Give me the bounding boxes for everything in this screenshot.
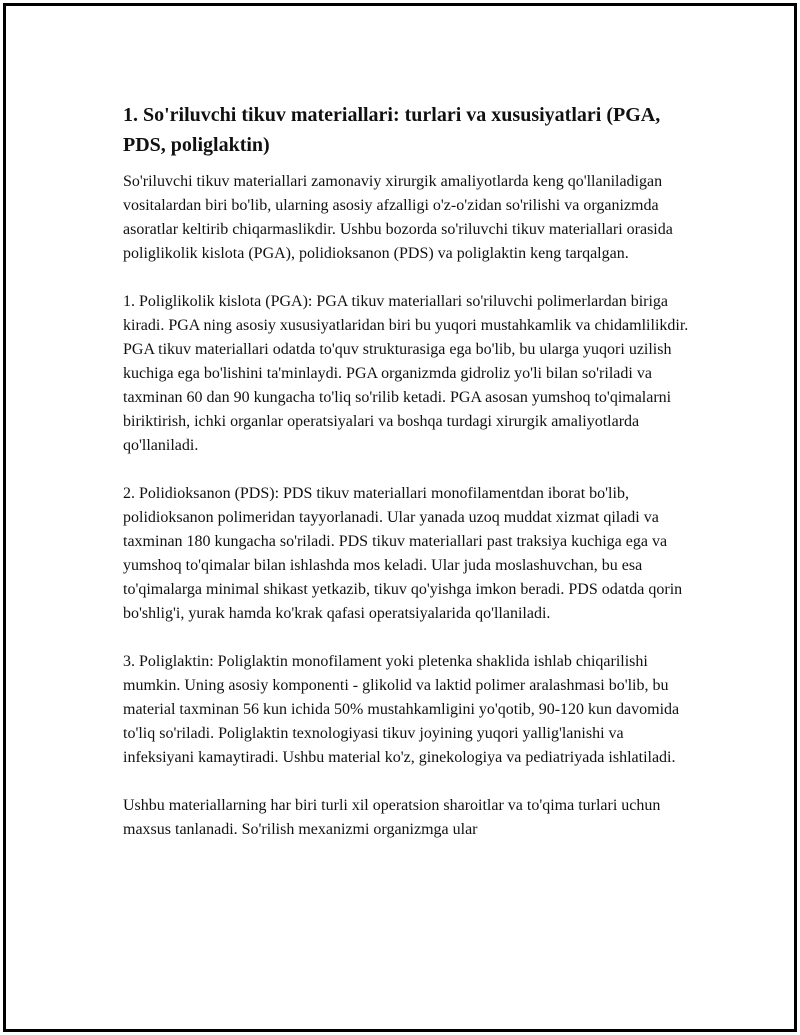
closing-paragraph: Ushbu materiallarning har biri turli xil operatsion sharoitlar va to'qima turlari uchun maxsus tanlanadi. So'rilish mexanizmi organizmga ular xyxy=(123,797,661,838)
page-frame xyxy=(3,3,797,1032)
intro-paragraph: So'riluvchi tikuv materiallari zamonaviy xirurgik amaliyotlarda keng qo'llaniladigan vositalardan biri bo'lib, ularning asosiy afzalligi o'z-o'zidan so'rilishi va organizmda asoratlar keltirib chiqarmaslikdir. Ushbu bozorda so'riluvchi tikuv materiallari orasida poliglikolik kislota (PGA), polidioksanon (PDS) va poliglaktin keng tarqalgan. xyxy=(123,173,673,262)
document-body xyxy=(123,100,693,866)
pds-paragraph: 2. Polidioksanon (PDS): PDS tikuv materiallari monofilamentdan iborat bo'lib, polidioksanon polimeridan tayyorlanadi. Ular yanada uzoq muddat xizmat qiladi va taxminan 180 kungacha so'riladi. PDS tikuv materiallari past traksiya kuchiga ega va yumshoq to'qimalar bilan ishlashda mos keladi. Ular juda moslashuvchan, bu esa to'qimalarga minimal shikast yetkazib, tikuv qo'yishga imkon beradi. PDS odatda qorin bo'shlig'i, yurak hamda ko'krak qafasi operatsiyalarida qo'llaniladi. xyxy=(123,485,683,622)
polyglactin-paragraph: 3. Poliglaktin: Poliglaktin monofilament yoki pletenka shaklida ishlab chiqarilishi mumkin. Uning asosiy komponenti - glikolid va laktid polimer aralashmasi bo'lib, bu material taxminan 56 kun ichida 50% mustahkamligini yo'qotib, 90-120 kun davomida to'liq so'riladi. Poliglaktin texnologiyasi tikuv joyining yuqori yallig'lanishi va infeksiyani kamaytiradi. Ushbu material ko'z, ginekologiya va pediatriyada ishlatiladi. xyxy=(123,653,680,766)
pga-paragraph: 1. Poliglikolik kislota (PGA): PGA tikuv materiallari so'riluvchi polimerlardan biriga kiradi. PGA ning asosiy xususiyatlaridan biri bu yuqori mustahkamlik va chidamlilikdir. PGA tikuv materiallari odatda to'quv strukturasiga ega bo'lib, bu ularga yuqori uzilish kuchiga ega bo'lishini ta'minlaydi. PGA organizmda gidroliz yo'li bilan so'riladi va taxminan 60 dan 90 kungacha to'liq so'rilib ketadi. PGA asosan yumshoq to'qimalarni biriktirish, ichki organlar operatsiyalari va boshqa turdagi xirurgik amaliyotlarda qo'llaniladi. xyxy=(123,293,689,454)
document-title: 1. So'riluvchi tikuv materiallari: turlari va xususiyatlari (PGA, PDS, poliglaktin) xyxy=(123,104,661,156)
